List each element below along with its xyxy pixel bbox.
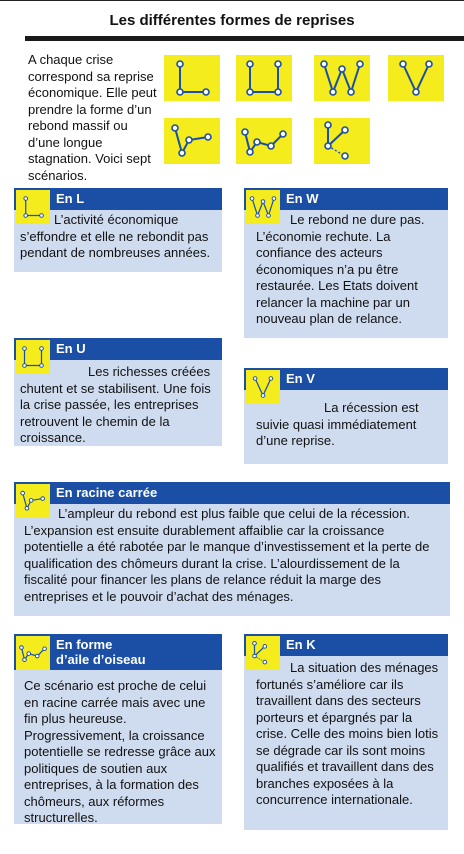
title-rule (25, 36, 464, 41)
card-title-line2: d’aile d’oiseau (56, 652, 146, 667)
card-text-content: L’ampleur du rebond est plus faible que celui de la récession. L’expansion est ensuite durablement affaiblie car la croissance potentielle a été rabotée par le manque d’investissement et la perte de qualification des chômeurs durant la crise. L’alourdissement de la fiscalité pour financer les plans de relance réduit la marge des entreprises et le pouvoir d’achat des ménages. (24, 506, 430, 604)
card-title (56, 637, 146, 667)
k-shape-icon (314, 118, 370, 164)
card-text-content: Les richesses créées chutent et se stabilisent. Une fois la crise passée, les entreprises retrouvent le chemin de la croissance. (20, 364, 211, 445)
card-text (24, 506, 444, 605)
v-shape-icon (388, 55, 444, 101)
v-shape-icon (246, 370, 280, 404)
card-title: En L (56, 191, 85, 206)
card-text (20, 212, 220, 262)
card-text-content: La situation des ménages fortunés s’améliore car ils travaillent dans des secteurs porteurs et épargnés par la crise. Celle des moins bien lotis se dégrade car ils sont moins qualifiés et travaillent dans des branches exposées à la concurrence internationale. (256, 660, 439, 807)
card-title: En U (56, 341, 86, 356)
card-title: En racine carrée (56, 485, 158, 500)
card-l (14, 188, 222, 272)
top-rule (0, 0, 464, 1)
card-k (244, 634, 448, 830)
card-title-line1: En forme (56, 637, 113, 652)
intro-text: A chaque crise correspond sa reprise économique. Elle peut prendre la forme d’un rebond massif ou d’une longue stagnation. Voici sept scénarios. (28, 52, 157, 183)
card-bird-wing (14, 634, 222, 824)
card-w (244, 188, 448, 338)
card-text-content: Le rebond ne dure pas. L’économie rechute. La confiance des acteurs économiques n’a pu être restaurée. Les Etats doivent relancer la machine par un nouveau plan de relance. (256, 212, 425, 326)
card-title: En K (286, 637, 316, 652)
card-text-content: La récession est suivie quasi immédiatement d’une reprise. (256, 400, 419, 448)
bird-wing-shape-icon (16, 636, 50, 670)
bird-wing-shape-icon (236, 118, 292, 164)
card-text (256, 212, 444, 328)
card-square-root (14, 482, 450, 616)
l-shape-icon (164, 55, 220, 101)
w-shape-icon (314, 55, 370, 101)
card-u (14, 338, 222, 446)
card-text: Ce scénario est proche de celui en racine carrée mais avec une fin plus heureuse. Progressivement, la croissance potentielle se redresse grâce aux politiques de soutien aux entreprises, à la formation des chômeurs, aux réformes structurelles. (24, 678, 216, 825)
page-title: Les différentes formes de reprises (109, 12, 355, 29)
u-shape-icon (236, 55, 292, 101)
card-title: En V (286, 371, 315, 386)
card-text (256, 400, 444, 450)
card-text-content: L’activité économique s’effondre et elle ne rebondit pas pendant de nombreuses années. (20, 212, 211, 260)
card-text (256, 660, 444, 809)
card-v (244, 368, 448, 464)
card-header (14, 482, 450, 504)
card-title: En W (286, 191, 319, 206)
card-text (20, 364, 220, 447)
square-root-shape-icon (164, 118, 220, 164)
